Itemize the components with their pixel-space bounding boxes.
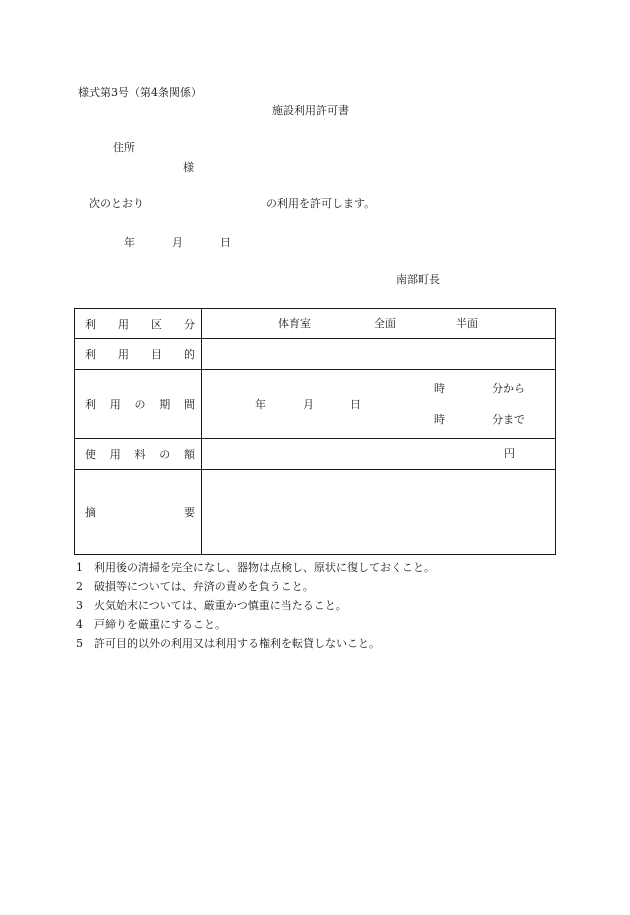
label-char: 料 (134, 448, 146, 461)
usage-category-value (202, 309, 556, 339)
label-char: 利 (85, 398, 96, 411)
label-char: 用 (109, 398, 121, 411)
statement-suffix: の利用を許可します。 (266, 197, 376, 210)
yen-unit-label: 円 (504, 447, 515, 460)
row-usage-fee (75, 439, 556, 470)
form-number: 様式第3号（第4条関係） (78, 86, 202, 99)
statement-prefix: 次のとおり (89, 197, 144, 210)
label-char: 摘 (85, 506, 96, 519)
condition-number: 5 (76, 637, 83, 650)
label-char: 用 (118, 348, 129, 361)
usage-period-label (75, 370, 202, 439)
period-year-label: 年 (255, 398, 266, 411)
condition-item (76, 634, 435, 653)
end-hour-label: 時 (434, 413, 445, 426)
usage-fee-value (202, 439, 556, 470)
condition-item (76, 596, 435, 615)
condition-item (76, 615, 435, 634)
row-remarks (75, 470, 556, 555)
label-char: 利 (85, 317, 96, 331)
period-month-label: 月 (303, 398, 314, 411)
usage-fee-label (75, 439, 202, 470)
label-char: 的 (184, 348, 195, 361)
label-char: 用 (109, 448, 121, 461)
option-gymnasium: 体育室 (278, 317, 311, 330)
usage-category-label (75, 309, 202, 339)
label-char: 利 (85, 348, 96, 361)
condition-item (76, 577, 435, 596)
condition-item (76, 558, 435, 577)
label-char: の (134, 398, 146, 411)
label-char: 期 (159, 398, 171, 411)
usage-purpose-label (75, 339, 202, 370)
condition-number: 2 (76, 580, 83, 593)
label-char: 目 (151, 348, 162, 361)
condition-text: 許可目的以外の利用又は利用する権利を転貸しないこと。 (94, 637, 380, 650)
label-char: 用 (118, 317, 129, 331)
label-char: 区 (151, 317, 162, 331)
honorific-label: 様 (183, 161, 194, 174)
row-usage-period (75, 370, 556, 439)
address-label: 住所 (113, 141, 135, 154)
issue-month-label: 月 (172, 236, 183, 249)
issue-day-label: 日 (220, 236, 231, 249)
label-char: 使 (85, 448, 96, 461)
condition-text: 戸締りを厳重にすること。 (94, 618, 226, 631)
condition-text: 破損等については、弁済の責めを負うこと。 (94, 580, 314, 593)
permit-detail-table (74, 308, 556, 555)
remarks-value (202, 470, 556, 555)
label-char: 要 (184, 506, 195, 519)
label-char: の (159, 448, 171, 461)
option-half: 半面 (456, 317, 478, 330)
usage-purpose-value (202, 339, 556, 370)
option-full: 全面 (374, 317, 396, 330)
document-title: 施設利用許可書 (272, 104, 349, 117)
start-minute-label: 分から (492, 382, 525, 395)
label-char: 間 (184, 398, 195, 411)
condition-number: 3 (76, 599, 83, 612)
row-usage-category (75, 309, 556, 339)
conditions-list (76, 558, 435, 653)
condition-text: 火気始末については、厳重かつ慎重に当たること。 (94, 599, 347, 612)
condition-text: 利用後の清掃を完全になし、器物は点検し、原状に復しておくこと。 (94, 561, 435, 574)
period-day-label: 日 (350, 398, 361, 411)
label-char: 分 (184, 317, 195, 331)
row-usage-purpose (75, 339, 556, 370)
issuer-name: 南部町長 (396, 273, 440, 286)
label-char: 額 (184, 448, 195, 461)
end-minute-label: 分まで (492, 413, 525, 426)
issue-year-label: 年 (124, 236, 135, 249)
condition-number: 4 (76, 618, 83, 631)
usage-period-value (202, 370, 556, 439)
remarks-label (75, 470, 202, 555)
condition-number: 1 (76, 561, 83, 574)
start-hour-label: 時 (434, 382, 445, 395)
